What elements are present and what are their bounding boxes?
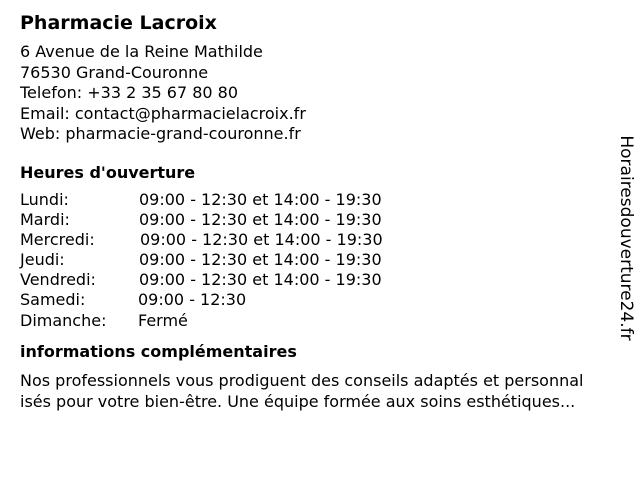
hours-row: [20, 250, 620, 270]
time-value: 09:00 - 12:30 et 14:00 - 19:30: [140, 229, 383, 249]
time-value: 09:00 - 12:30 et 14:00 - 19:30: [139, 209, 382, 229]
info-title: informations complémentaires: [20, 341, 297, 361]
time-value: 09:00 - 12:30 et 14:00 - 19:30: [139, 270, 382, 290]
pharmacy-name: Pharmacie Lacroix: [20, 12, 217, 34]
day-label: Jeudi:: [20, 250, 65, 270]
address-line-2: 76530 Grand-Couronne: [20, 62, 209, 82]
day-label: Lundi:: [20, 189, 69, 209]
hours-row: [20, 190, 620, 210]
day-label: Dimanche:: [20, 310, 107, 330]
phone-line: Telefon: +33 2 35 67 80 80: [20, 83, 239, 102]
time-value: 09:00 - 12:30 et 14:00 - 19:30: [139, 189, 382, 209]
hours-row: [20, 311, 620, 331]
time-value: 09:00 - 12:30 et 14:00 - 19:30: [139, 250, 382, 270]
hours-table: [20, 190, 620, 331]
hours-row: [20, 290, 620, 310]
day-label: Mardi:: [20, 209, 70, 229]
web-line: Web: pharmacie-grand-couronne.fr: [20, 124, 301, 143]
pharmacy-details: [20, 10, 620, 412]
hours-row: [20, 270, 620, 290]
info-line-1: Nos professionnels vous prodiguent des conseils adaptés et personnal: [20, 370, 584, 390]
contact-block: [20, 42, 620, 145]
hours-title: Heures d'ouverture: [20, 162, 196, 182]
site-watermark: Horairesdouverture24.fr: [616, 135, 636, 341]
address-line-1: 6 Avenue de la Reine Mathilde: [20, 42, 263, 61]
day-label: Mercredi:: [20, 229, 95, 249]
info-line-2: isés pour votre bien-être. Une équipe formée aux soins esthétiques...: [20, 391, 576, 411]
hours-row: [20, 210, 620, 230]
email-line: Email: contact@pharmacielacroix.fr: [20, 103, 306, 123]
info-description: [20, 370, 620, 412]
day-label: Samedi:: [20, 290, 86, 310]
time-value: 09:00 - 12:30: [138, 290, 247, 310]
hours-row: [20, 230, 620, 250]
day-label: Vendredi:: [20, 270, 96, 290]
time-value: Fermé: [138, 310, 188, 330]
